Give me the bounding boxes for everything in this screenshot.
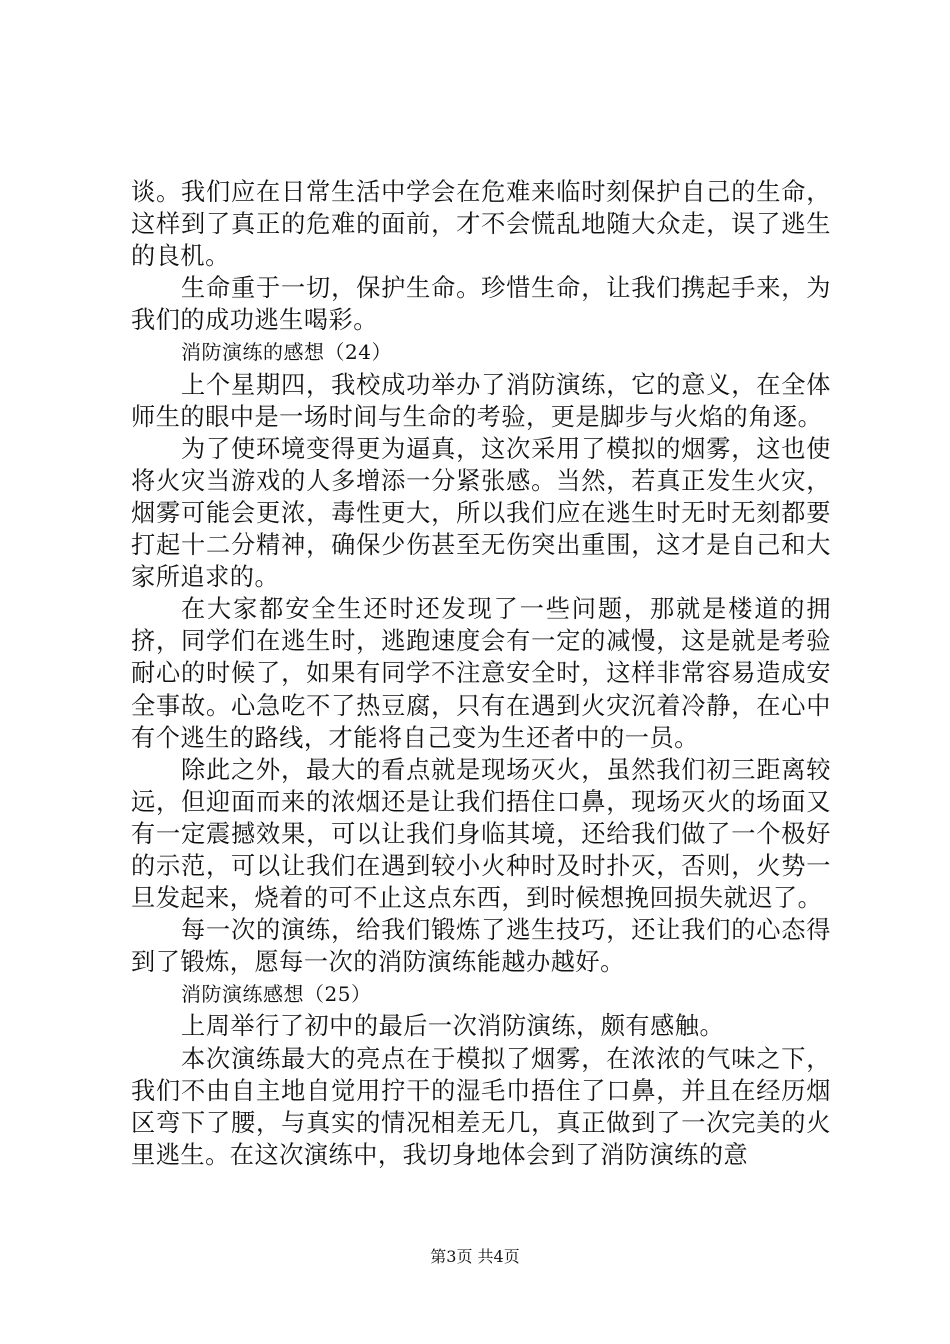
paragraph: 除此之外，最大的看点就是现场灭火，虽然我们初三距离较远，但迎面而来的浓烟还是让我们捂住口鼻，现场灭火的场面又有一定震撼效果，可以让我们身临其境，还给我们做了一个极好的示范，可以让我们在遇到较小火种时及时扑灭，否则，火势一旦发起来，烧着的可不止这点东西，到时候想挽回损失就迟了。	[131, 755, 831, 913]
paragraph: 上个星期四，我校成功举办了消防演练，它的意义，在全体师生的眼中是一场时间与生命的考验，更是脚步与火焰的角逐。	[131, 370, 831, 431]
document-body	[131, 176, 831, 1171]
paragraph: 本次演练最大的亮点在于模拟了烟雾，在浓浓的气味之下，我们不由自主地自觉用拧干的湿毛巾捂住了口鼻，并且在经历烟区弯下了腰，与真实的情况相差无几，真正做到了一次完美的火里逃生。在这次演练中，我切身地体会到了消防演练的意	[131, 1044, 831, 1169]
paragraph: 每一次的演练，给我们锻炼了逃生技巧，还让我们的心态得到了锻炼，愿每一次的消防演练能越办越好。	[131, 916, 831, 977]
paragraph: 为了使环境变得更为逼真，这次采用了模拟的烟雾，这也使将火灾当游戏的人多增添一分紧张感。当然，若真正发生火灾，烟雾可能会更浓，毒性更大，所以我们应在逃生时无时无刻都要打起十二分精神，确保少伤甚至无伤突出重围，这才是自己和大家所追求的。	[131, 434, 831, 592]
paragraph: 在大家都安全生还时还发现了一些问题，那就是楼道的拥挤，同学们在逃生时，逃跑速度会有一定的减慢，这是就是考验耐心的时候了，如果有同学不注意安全时，这样非常容易造成安全事故。心急吃不了热豆腐，只有在遇到火灾沉着冷静，在心中有个逃生的路线，才能将自己变为生还者中的一员。	[131, 595, 831, 752]
section-heading-24: 消防演练的感想（24）	[181, 340, 392, 365]
section-heading-25: 消防演练感想（25）	[181, 982, 372, 1007]
page-number-footer: 第3页 共4页	[430, 1247, 520, 1266]
paragraph: 上周举行了初中的最后一次消防演练，颇有感触。	[181, 1012, 725, 1041]
paragraph: 生命重于一切，保护生命。珍惜生命，让我们携起手来，为我们的成功逃生喝彩。	[131, 274, 831, 335]
paragraph-continuation: 谈。我们应在日常生活中学会在危难来临时刻保护自己的生命，这样到了真正的危难的面前，才不会慌乱地随大众走，误了逃生的良机。	[131, 178, 831, 271]
